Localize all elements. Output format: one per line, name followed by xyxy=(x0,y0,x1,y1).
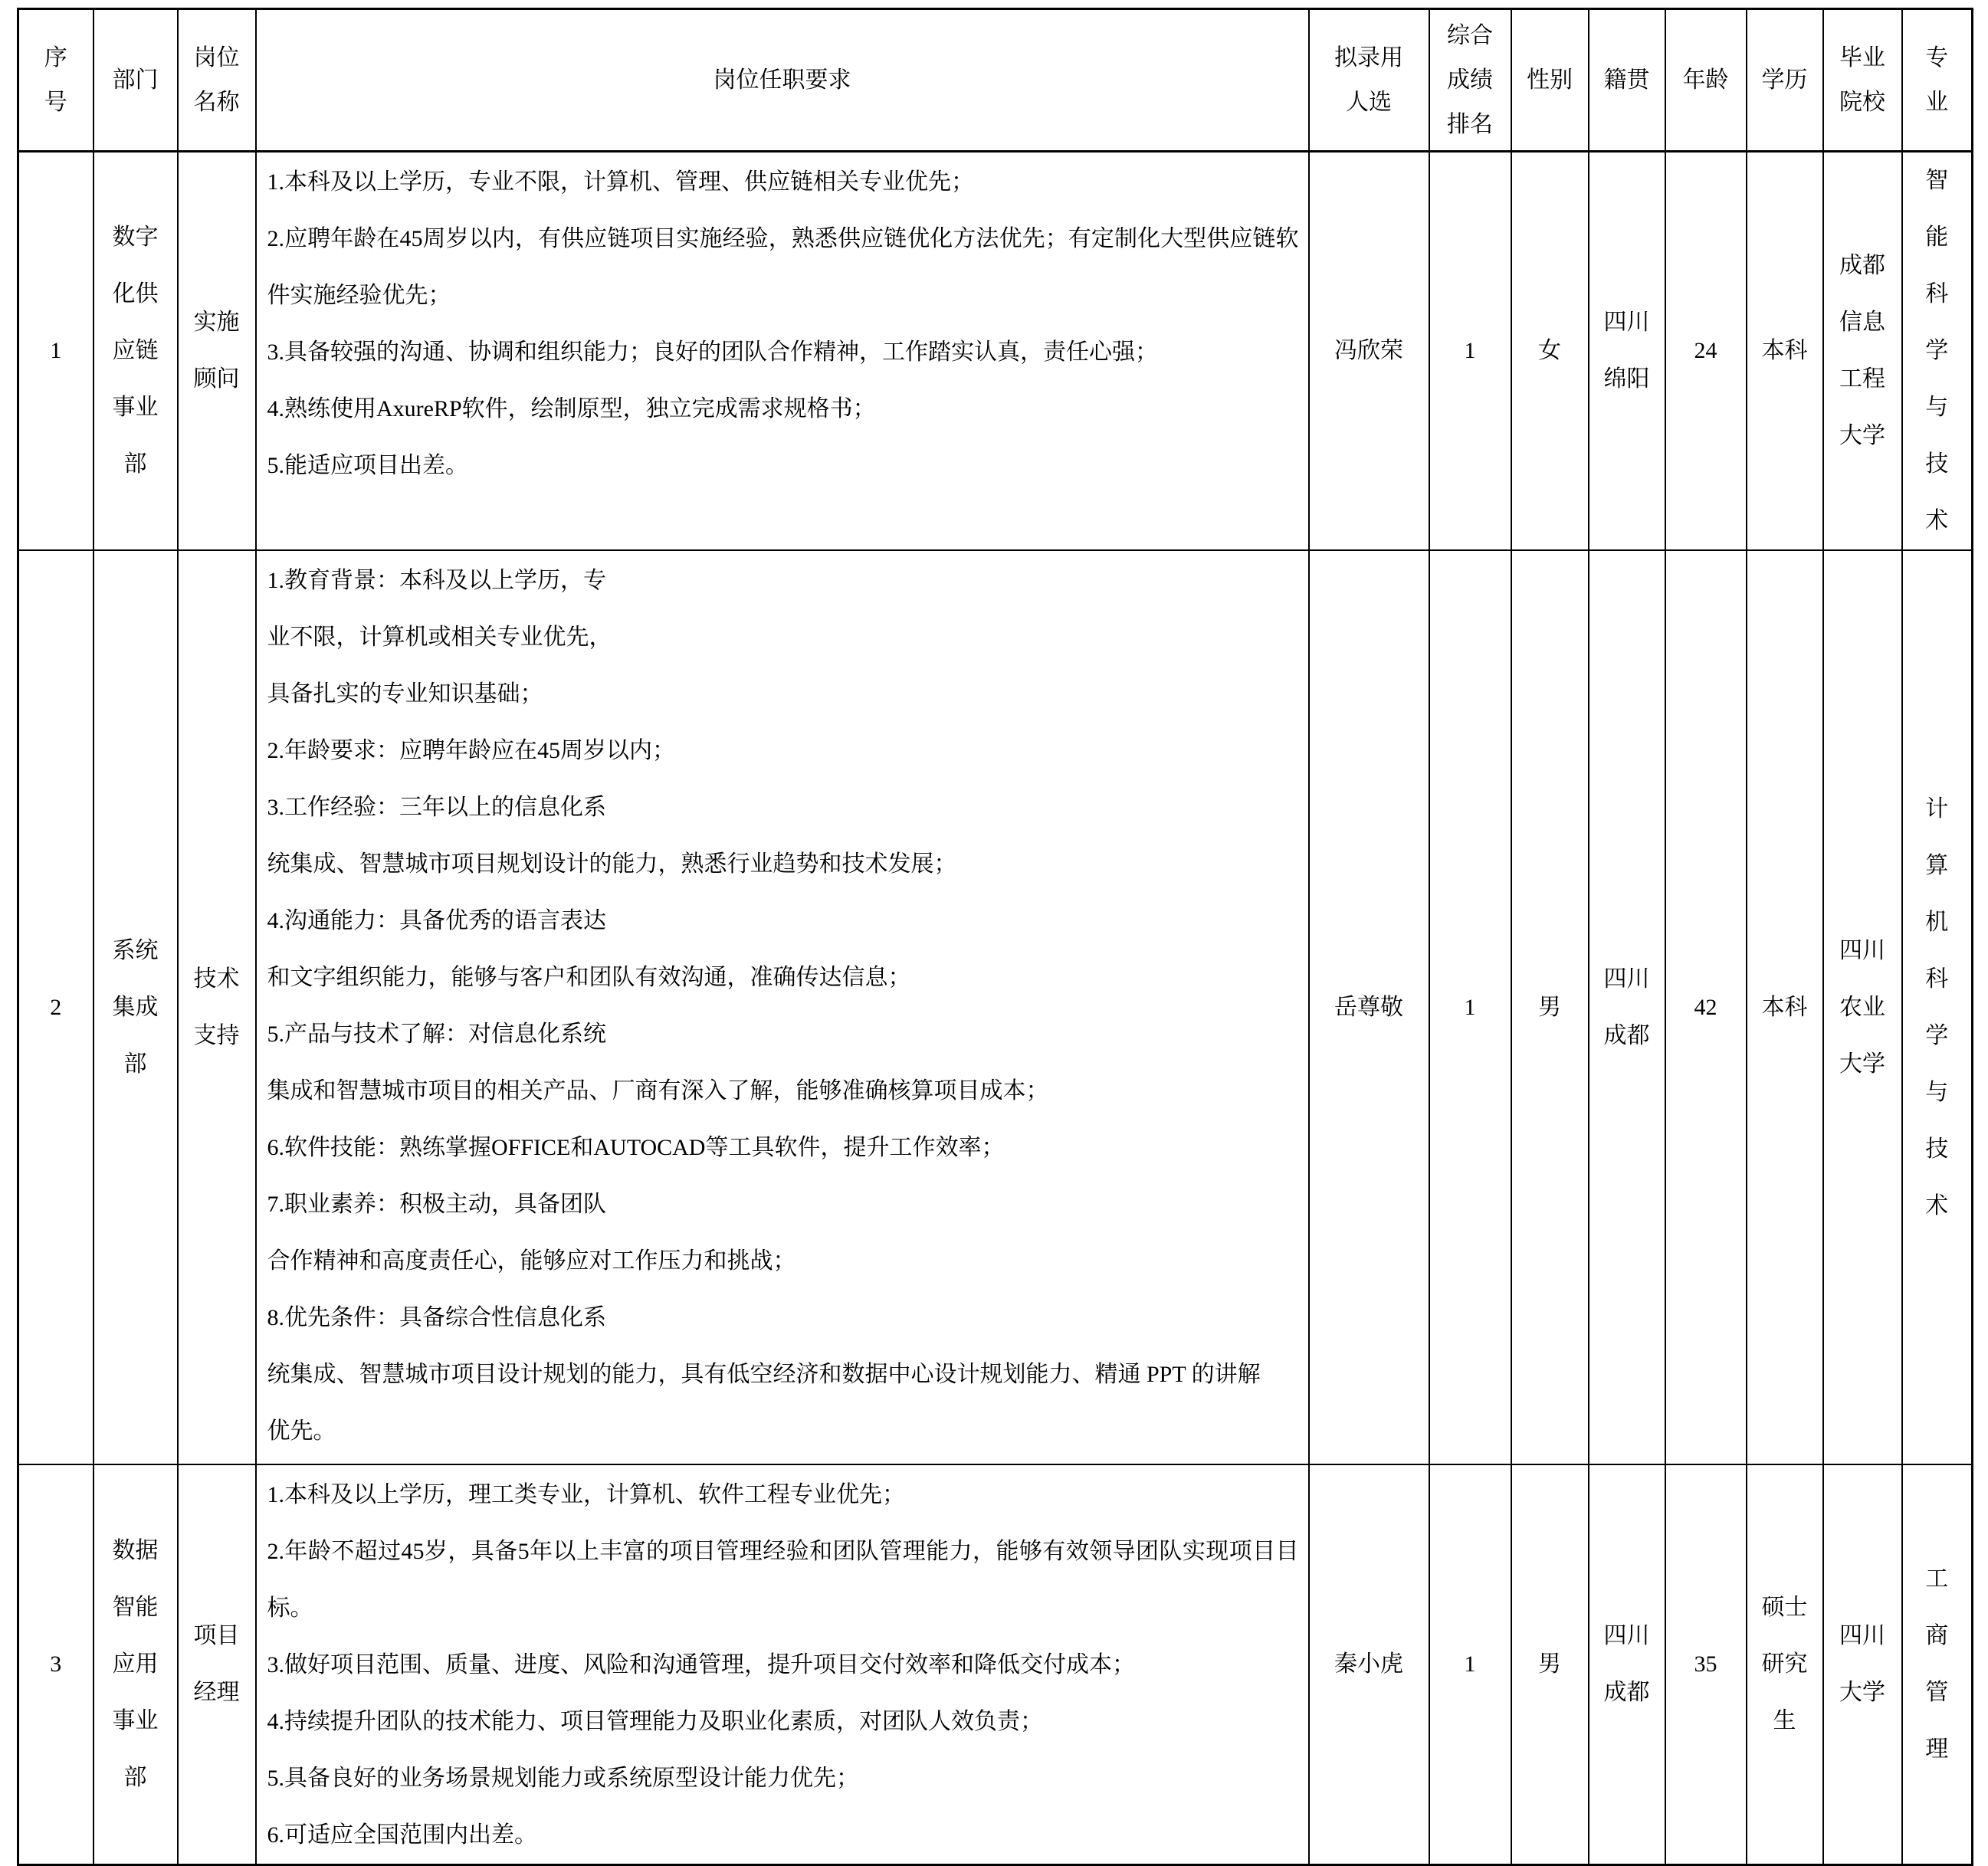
recruitment-table xyxy=(17,8,1973,1866)
cell-rank: 1 xyxy=(1429,550,1511,1464)
requirement-line: 合作精神和高度责任心，能够应对工作压力和挑战； xyxy=(267,1248,796,1274)
header-school: 毕业院校 xyxy=(1823,9,1902,152)
table-row xyxy=(18,152,1973,551)
cell-major: 计算机科学与技术 xyxy=(1902,550,1973,1464)
header-education: 学历 xyxy=(1747,9,1823,152)
cell-school: 四川农业大学 xyxy=(1823,550,1902,1464)
requirement-line: 1.教育背景：本科及以上学历，专 xyxy=(267,568,606,593)
requirement-line: 3.工作经验：三年以上的信息化系 xyxy=(267,795,606,820)
cell-department: 数据智能应用事业部 xyxy=(93,1464,178,1865)
cell-education: 硕士研究生 xyxy=(1747,1464,1823,1865)
cell-gender: 男 xyxy=(1511,550,1589,1464)
cell-position: 实施顾问 xyxy=(178,152,256,551)
requirement-line: 统集成、智慧城市项目规划设计的能力，熟悉行业趋势和技术发展； xyxy=(267,851,957,877)
cell-seq: 1 xyxy=(18,152,93,551)
requirement-line: 3.具备较强的沟通、协调和组织能力；良好的团队合作精神，工作踏实认真，责任心强； xyxy=(267,339,1158,365)
cell-position: 技术支持 xyxy=(178,550,256,1464)
cell-major: 智能科学与技术 xyxy=(1902,152,1973,551)
cell-rank: 1 xyxy=(1429,152,1511,551)
cell-hometown: 四川成都 xyxy=(1589,550,1665,1464)
cell-seq: 2 xyxy=(18,550,93,1464)
header-hometown: 籍贯 xyxy=(1589,9,1665,152)
requirement-line: 集成和智慧城市项目的相关产品、厂商有深入了解，能够准确核算项目成本； xyxy=(267,1078,1049,1104)
requirement-line: 1.本科及以上学历，专业不限，计算机、管理、供应链相关专业优先； xyxy=(267,169,974,195)
cell-department: 数字化供应链事业部 xyxy=(93,152,178,551)
cell-hometown: 四川绵阳 xyxy=(1589,152,1665,551)
cell-department: 系统集成部 xyxy=(93,550,178,1464)
cell-hometown: 四川成都 xyxy=(1589,1464,1665,1865)
requirement-line: 7.职业素养：积极主动，具备团队 xyxy=(267,1192,606,1217)
cell-rank: 1 xyxy=(1429,1464,1511,1865)
requirement-line: 2.年龄要求：应聘年龄应在45周岁以内； xyxy=(267,738,675,763)
requirement-line: 4.沟通能力：具备优秀的语言表达 xyxy=(267,908,606,933)
cell-major: 工商管理 xyxy=(1902,1464,1973,1865)
cell-candidate: 冯欣荣 xyxy=(1309,152,1429,551)
cell-age: 24 xyxy=(1665,152,1747,551)
requirement-line: 优先。 xyxy=(267,1418,336,1444)
requirement-line: 2.年龄不超过45岁，具备5年以上丰富的项目管理经验和团队管理能力，能够有效领导团队实现项目目标。 xyxy=(267,1539,1299,1621)
header-candidate: 拟录用人选 xyxy=(1309,9,1429,152)
header-gender: 性别 xyxy=(1511,9,1589,152)
cell-requirements xyxy=(256,1464,1309,1865)
cell-candidate: 岳尊敬 xyxy=(1309,550,1429,1464)
requirement-line: 业不限，计算机或相关专业优先， xyxy=(267,625,612,650)
cell-education: 本科 xyxy=(1747,550,1823,1464)
header-department: 部门 xyxy=(93,9,178,152)
requirement-line: 3.做好项目范围、质量、进度、风险和沟通管理，提升项目交付效率和降低交付成本； xyxy=(267,1652,1135,1677)
cell-school: 四川大学 xyxy=(1823,1464,1902,1865)
cell-age: 35 xyxy=(1665,1464,1747,1865)
requirement-line: 5.具备良好的业务场景规划能力或系统原型设计能力优先； xyxy=(267,1766,859,1791)
header-requirements: 岗位任职要求 xyxy=(256,9,1309,152)
header-rank: 综合成绩排名 xyxy=(1429,9,1511,152)
cell-education: 本科 xyxy=(1747,152,1823,551)
header-row xyxy=(18,9,1973,152)
header-seq: 序号 xyxy=(18,9,93,152)
requirement-line: 和文字组织能力，能够与客户和团队有效沟通，准确传达信息； xyxy=(267,965,911,990)
cell-gender: 男 xyxy=(1511,1464,1589,1865)
cell-seq: 3 xyxy=(18,1464,93,1865)
table-row xyxy=(18,550,1973,1464)
requirement-line: 4.持续提升团队的技术能力、项目管理能力及职业化素质，对团队人效负责； xyxy=(267,1709,1043,1734)
cell-requirements xyxy=(256,152,1309,551)
header-age: 年龄 xyxy=(1665,9,1747,152)
header-major: 专业 xyxy=(1902,9,1973,152)
table-row xyxy=(18,1464,1973,1865)
requirement-line: 5.能适应项目出差。 xyxy=(267,453,468,478)
cell-school: 成都信息工程大学 xyxy=(1823,152,1902,551)
requirement-line: 6.软件技能：熟练掌握OFFICE和AUTOCAD等工具软件，提升工作效率； xyxy=(267,1135,1005,1160)
cell-requirements xyxy=(256,550,1309,1464)
cell-age: 42 xyxy=(1665,550,1747,1464)
requirement-line: 统集成、智慧城市项目设计规划的能力，具有低空经济和数据中心设计规划能力、精通 PPT 的讲解 xyxy=(267,1362,1261,1387)
requirement-line: 具备扎实的专业知识基础； xyxy=(267,681,543,707)
requirement-line: 2.应聘年龄在45周岁以内，有供应链项目实施经验，熟悉供应链优化方法优先；有定制化大型供应链软件实施经验优先； xyxy=(267,226,1299,308)
requirement-line: 5.产品与技术了解：对信息化系统 xyxy=(267,1022,606,1047)
cell-position: 项目经理 xyxy=(178,1464,256,1865)
requirement-line: 8.优先条件：具备综合性信息化系 xyxy=(267,1305,606,1330)
cell-candidate: 秦小虎 xyxy=(1309,1464,1429,1865)
header-position: 岗位名称 xyxy=(178,9,256,152)
requirement-line: 6.可适应全国范围内出差。 xyxy=(267,1822,537,1848)
requirement-line: 4.熟练使用AxureRP软件，绘制原型，独立完成需求规格书； xyxy=(267,396,876,421)
requirement-line: 1.本科及以上学历，理工类专业，计算机、软件工程专业优先； xyxy=(267,1482,905,1507)
cell-gender: 女 xyxy=(1511,152,1589,551)
